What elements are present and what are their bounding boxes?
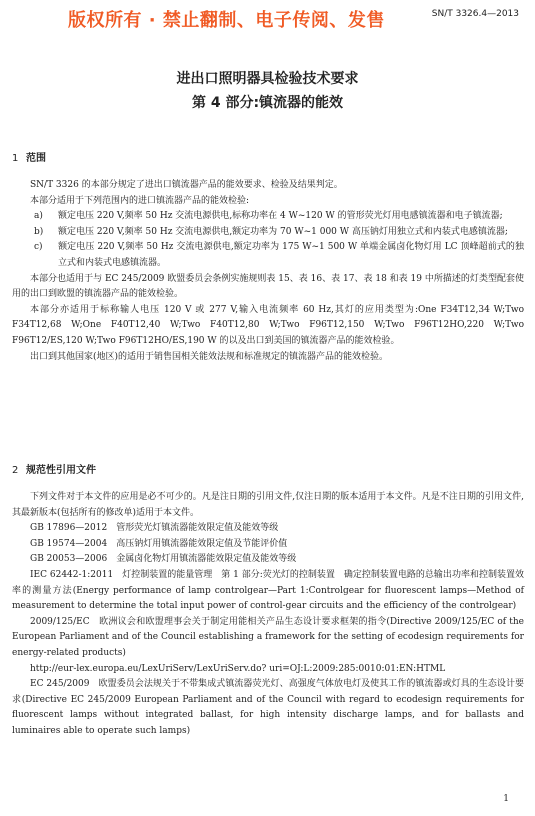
list-label: c)	[34, 242, 43, 253]
copyright-watermark: 版权所有 · 禁止翻制、电子传阅、发售	[68, 10, 385, 31]
list-text: 额定电压 220 V,频率 50 Hz 交流电源供电,额定功率为 175 W~1 500 W 单端金属卤化物灯用 LC 顶峰超前式的独立式和内装式电感镇流器。	[58, 242, 524, 268]
page-number: 1	[503, 794, 509, 804]
reference-gb-20053: GB 20053—2006 金属卤化物灯用镇流器能效限定值及能效等级	[30, 554, 297, 565]
scope-paragraph-5: 出口到其他国家(地区)的适用于销售国相关能效法规和标准规定的镇流器产品的能效检验。	[30, 351, 389, 362]
scope-list-item-c	[12, 240, 524, 271]
references-intro: 下列文件对于本文件的应用是必不可少的。凡是注日期的引用文件,仅注日期的版本适用于本文件。凡是不注日期的引用文件,其最新版本(包括所有的修改单)适用于本文件。	[12, 492, 524, 518]
reference-2009-125-ec: 2009/125/EC 欧洲议会和欧盟理事会关于制定用能相关产品生态设计要求框架的指令(Directive 2009/125/EC of the European Parliament and of the Council establishing a framework for the setting of ecodesign requirements for energy-related products)	[12, 616, 524, 658]
scope-list-item-a	[12, 209, 524, 225]
reference-gb-19574: GB 19574—2004 高压钠灯用镇流器能效限定值及节能评价值	[30, 538, 288, 549]
scope-paragraph-4: 本部分亦适用于标称输人电压 120 V 或 277 V,输入电流频率 60 Hz,其灯的应用类型为:One F34T12,34 W;Two F34T12,68 W;One F40T12,40 W;Two F40T12,80 W;Two F96T12,150 W;Two F96T12HO,220 W;Two F96T12/ES,120 W;Two F96T12HO/ES,190 W 的以及出口到美国的镇流器产品的能效检验。	[12, 304, 524, 346]
scope-paragraph-2: 本部分适用于下列范围内的进口镇流器产品的能效检验:	[30, 195, 250, 206]
scope-list-item-b	[12, 225, 524, 241]
list-label: b)	[34, 226, 44, 237]
list-text: 额定电压 220 V,频率 50 Hz 交流电源供电,标称功率在 4 W~120 W 的管形荧光灯用电感镇流器和电子镇流器;	[58, 211, 503, 222]
section-1-title: 范围	[26, 153, 46, 164]
reference-gb-17896: GB 17896—2012 管形荧光灯镇流器能效限定值及能效等级	[30, 523, 279, 534]
section-2-number: 2	[12, 465, 19, 476]
scope-paragraph-1: SN/T 3326 的本部分规定了进出口镇流器产品的能效要求、检验及结果判定。	[30, 180, 343, 190]
reference-ec-245-2009: EC 245/2009 欧盟委员会法规关于不带集成式镇流器荧光灯、高强度气体放电灯及使其工作的镇流器或灯具的生态设计要求(Directive EC 245/2009 European Parliament and of the Council with regard to ecodesign requirements for fluorescent lamps without integrated ballast, for high intensity discharge lamps, and for ballasts and luminaires able to operate such lamps)	[12, 679, 524, 736]
list-text: 额定电压 220 V,频率 50 Hz 交流电源供电,额定功率为 70 W~1 000 W 高压钠灯用独立式和内装式电感镇流器;	[58, 226, 508, 237]
section-1-number: 1	[12, 153, 19, 164]
document-subtitle: 第 4 部分:镇流器的能效	[191, 95, 344, 111]
section-1-body	[12, 178, 524, 365]
standard-code: SN/T 3326.4—2013	[431, 9, 519, 19]
section-1-heading	[12, 149, 46, 164]
section-2-heading	[12, 461, 96, 476]
document-title: 进出口照明器具检验技术要求	[176, 71, 359, 87]
section-2-title: 规范性引用文件	[26, 465, 96, 476]
list-label: a)	[34, 211, 43, 222]
reference-url: http://eur-lex.europa.eu/LexUriServ/LexUriServ.do? uri=OJ:L:2009:285:0010:01:EN:HTML	[30, 663, 446, 674]
reference-iec-62442: IEC 62442-1:2011 灯控制装置的能量管理 第 1 部分:荧光灯的控制装置 确定控制装置电路的总输出功率和控制装置效率的测量方法(Energy performance of lamp controlgear—Part 1:Controlgear for fluorescent lamps—Method of measurement to determine the total input power of control-gear circuits and the efficiency of the controlgear)	[12, 569, 524, 612]
scope-paragraph-3: 本部分也适用于与 EC 245/2009 欧盟委员会条例实施规则表 15、表 16、表 17、表 18 和表 19 中所描述的灯类型配套使用的出口到欧盟的镇流器产品的能效检验。	[12, 273, 524, 300]
section-2-body	[12, 490, 524, 740]
